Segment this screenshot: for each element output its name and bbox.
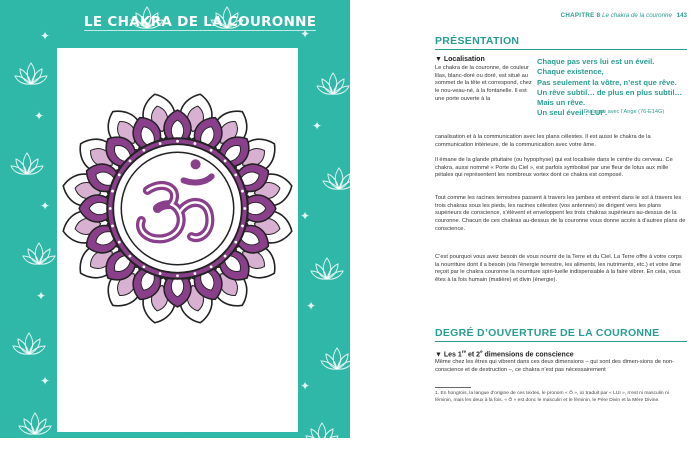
ring-dot [194,272,197,275]
lotus-flower-icon [305,420,339,448]
chapter-banner [84,14,316,30]
subheading-part: dimensions de conscience [482,351,574,359]
subheading-part: et 2 [466,351,481,359]
section-divider [435,49,687,50]
sparkle-icon: ✦ [40,29,51,43]
sparkle-icon: ✦ [40,199,51,213]
lotus-flower-icon [22,240,56,268]
running-head-chapter: CHAPITRE 8 [560,12,601,19]
ring-dot [142,265,145,268]
paragraph-dimensions: Même chez les êtres qui vibrent dans ces deux dimensions – qui sont des dimen-sions de non-conscience et de destruction –, ce chakra n’est pas nécessairement [435,359,675,373]
paragraph-pituitary: Il émane de la glande pituitaire (ou hypophyse) qui est localisée dans le centre du cerveau. Ce chakra, aussi nommé « Porte du Ciel », est parfois symbolisé par une fleur de lotus aux mille pétales qui représentent les nombreux vortex dont ce chakra est composé. [435,157,673,179]
superscript-first: re [461,349,467,354]
ring-dot [142,149,145,152]
section-divider [435,341,687,342]
ring-dot [109,207,112,210]
quote-line: Chaque existence, [537,67,604,77]
ring-dot [224,255,227,258]
lotus-flower-icon [10,150,44,178]
paragraph-nourishment: C’est pourquoi vous avez besoin de vous nourrir de la Terre et du Ciel. La Terre offre à votre corps la nourriture dont il a besoin (via l’énergie terrestre, les aliments, les nutriments, etc.) et votre âme reçoit par le chakra couronne la nourriture spiri-tuelle indispensable à la faire vibrer. En cela, vous êtes à la fois humain (matière) et divin (énergie). [435,254,682,283]
ring-dot [210,149,213,152]
footnote-rule [435,387,471,388]
quote-line: Mais un rêve. [537,98,586,108]
ring-dot [118,241,121,244]
ring-dot [111,225,114,228]
ring-dot [159,142,162,145]
sparkle-icon: ✦ [36,289,47,303]
ring-dot [176,140,179,143]
sparkle-icon: ✦ [180,435,191,449]
quote-source: Dialogue avec l’Ange (76-E14G) [584,109,665,115]
quote-line: Chaque pas vers lui est un éveil. [537,57,655,66]
lotus-flower-icon [316,70,350,98]
ring-dot [241,190,244,193]
lotus-flower-icon [14,60,48,88]
page-number: 143 [676,12,687,19]
ring-dot [118,173,121,176]
sparkle-icon: ✦ [300,27,311,41]
ring-dot [243,207,246,210]
superscript-second: e [480,349,483,354]
chapter-title: LE CHAKRA DE LA COURONNE [84,14,317,30]
right-page [350,0,700,438]
ring-dot [194,142,197,145]
subheading-dimensions [435,349,574,358]
ring-dot [234,173,237,176]
ring-dot [111,190,114,193]
ring-dot [159,272,162,275]
sparkle-icon: ✦ [40,374,51,388]
illustration-frame [57,48,298,432]
sparkle-icon: ✦ [312,119,323,133]
running-head-subtitle: Le chakra de la couronne [602,12,672,19]
lotus-flower-icon [320,345,354,373]
section-title-presentation: PRÉSENTATION [435,35,520,47]
running-head [561,12,687,19]
quote-line: Pas seulement la vôtre, n’est que rêve. [537,77,677,87]
paragraph-intro: Le chakra de la couronne, de couleur lilas, blanc-doré ou doré, est situé au sommet de la tête et correspond, chez le nou-veau-né, à la fontanelle. Il est une porte ouverte à la [435,65,532,102]
lotus-flower-icon [310,255,344,283]
lotus-flower-icon [18,410,52,438]
ring-dot [210,265,213,268]
quote-line: Un seul éveil : LUI¹. [537,108,608,118]
crown-chakra-mandala [57,88,298,329]
quote-line: Un rêve subtil… de plus en plus subtil… [537,87,683,97]
lotus-flower-icon [12,330,46,358]
subheading-part: ▼ Les 1 [435,351,462,359]
paragraph-roots: Tout comme les racines terrestres passent à travers les jambes et entrent dans le sol à travers les trois chakras sous les pieds, les racines célestes (vos antennes) se dirigent vers les plans supérieurs de conscience, s’élèvent et enveloppent les trois chakras supérieurs au-dessus de la couronne. Chacun de ces chakras au-dessus de la couronne vous donne accès à d’autres plans de conscience. [435,195,686,232]
sparkle-icon: ✦ [306,299,317,313]
paragraph-intro-continued: canalisation et à la communication avec les plans célestes. Il est aussi le chakra de la communication intérieure, de la communication avec votre âme. [435,134,651,148]
om-dot [191,159,201,169]
ring-dot [241,225,244,228]
sparkle-icon: ✦ [300,209,311,223]
footnote: 1. En hongrois, la langue d’origine de ces textes, le pronom « Ő », ici traduit par « LUI », n’est ni masculin ni féminin, mais les deux à la fois. « Ő » est donc le masculin et le féminin, le Père Divin et la Mère Divine. [435,391,669,403]
section-title-degree: DEGRÉ D’OUVERTURE DE LA COURONNE [435,327,660,339]
subheading-localisation: ▼ Localisation [435,56,485,63]
ring-dot [224,160,227,163]
ring-dot [176,274,179,277]
ring-dot [129,255,132,258]
sparkle-icon: ✦ [300,379,311,393]
ring-dot [129,160,132,163]
sparkle-icon: ✦ [34,109,45,123]
ring-dot [234,241,237,244]
